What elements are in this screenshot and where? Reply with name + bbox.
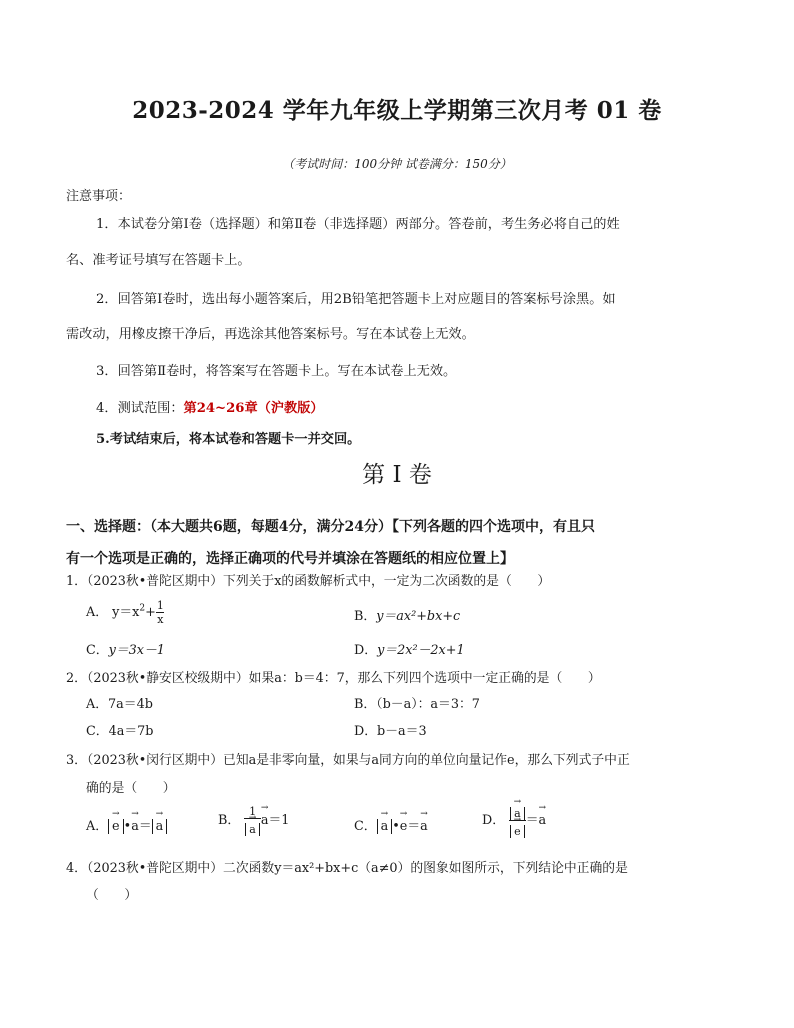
section-head-line-2: 有一个选项是正确的，选择正确项的代号并填涂在答题纸的相应位置上】 (66, 551, 514, 567)
section-head-line-1 (66, 516, 595, 536)
note-item-1-line-2: 名、准考证号填写在答题卡上。 (66, 253, 251, 268)
q3-option-b (218, 806, 289, 835)
q3-a-abs-a (152, 819, 168, 834)
q1-d-label: D． (354, 643, 378, 658)
note-item-2-line-2: 需改动，用橡皮擦干净后，再选涂其他答案标号。写在本试卷上无效。 (66, 327, 475, 342)
q3-b-frac-den (244, 818, 261, 835)
q3-d-vec-e: → e (514, 822, 521, 837)
q1-a-expr: y＝x (112, 605, 140, 620)
q3-c-vec-a2: → a (420, 815, 428, 834)
q3-option-a (86, 815, 167, 834)
section-head-bracket: 【下列各题的四个选项中，有且只 (391, 519, 595, 535)
q3-c-label: C． (354, 819, 377, 834)
q3-option-c (354, 815, 428, 834)
q3-b-eq: ＝ (268, 813, 282, 828)
notes-heading: 注意事项： (66, 189, 132, 204)
q3-d-abs-e (510, 825, 525, 838)
q4-stem-line-1: 4．（2023秋•普陀区期中）二次函数y＝ax²+bx+c（a≠0）的图象如图所示，下列结论中正确的是 (66, 861, 628, 876)
q3-b-vec-a: → a (249, 820, 256, 835)
q1-a-frac-num: 1 (156, 599, 164, 612)
q3-a-label: A． (86, 819, 109, 834)
q3-stem-line-2: 确的是（ ） (86, 781, 176, 796)
note-item-4 (96, 397, 324, 416)
q3-d-eq: ＝ (525, 813, 539, 828)
q3-option-d (482, 804, 546, 837)
q3-b-fraction (244, 806, 261, 835)
q3-b-abs-a (245, 823, 260, 836)
q3-d-vec-a2: → a (539, 809, 547, 828)
q1-a-fraction (156, 600, 165, 625)
q3-a-dot: • (123, 819, 132, 834)
q3-c-eq: ＝ (407, 819, 421, 834)
q3-stem-line-1: 3．（2023秋•闵行区期中）已知a是非零向量，如果与a同方向的单位向量记作e，那么下列式子中正 (66, 753, 630, 768)
q3-d-frac-den (509, 820, 526, 837)
q3-c-vec-a: → a (381, 815, 389, 834)
q1-b-expr: y＝ax²+bx+c (376, 609, 461, 624)
section-head-prefix: 一、选择题：（本大题共6题，每题4分，满分24分） (66, 519, 392, 535)
q3-d-vec-a: → a (514, 804, 521, 819)
q2-option-a: A．7a＝4b (86, 697, 153, 712)
q2-option-b: B．（b－a）：a＝3：7 (354, 697, 480, 712)
note-item-4-prefix: 4．测试范围： (96, 401, 184, 416)
q3-a-vec-a: → a (131, 815, 139, 834)
q1-option-a (86, 600, 165, 625)
q1-c-expr: y＝3x－1 (108, 643, 165, 658)
note-item-1-line-1: 1．本试卷分第Ⅰ卷（选择题）和第Ⅱ卷（非选择题）两部分。答卷前，考生务必将自己的姓 (96, 217, 620, 232)
q1-a-exp: 2 (139, 603, 146, 614)
q3-a-vec-e: → e (112, 815, 120, 834)
q1-option-c (86, 639, 165, 658)
q3-c-dot: • (392, 819, 400, 834)
note-item-3: 3．回答第Ⅱ卷时，将答案写在答题卡上。写在本试卷上无效。 (96, 364, 457, 379)
q3-a-vec-a2: → a (156, 815, 164, 834)
page-title: 2023-2024 学年九年级上学期第三次月考 01 卷 (132, 97, 662, 124)
section-title: 第 I 卷 (362, 462, 432, 488)
q3-b-frac-num: 1 (249, 805, 257, 818)
q3-a-abs-e (108, 819, 124, 834)
exam-info: （考试时间：100分钟 试卷满分：150分） (282, 157, 512, 171)
q2-option-d: D．b－a＝3 (354, 724, 427, 739)
q1-a-label: A． (86, 605, 109, 620)
q1-d-expr: y＝2x²－2x+1 (377, 643, 465, 658)
q3-a-eq: ＝ (138, 819, 152, 834)
q2-stem: 2．（2023秋•静安区校级期中）如果a：b＝4：7，那么下列四个选项中一定正确的是（ ） (66, 671, 601, 686)
q4-stem-line-2: （ ） (86, 888, 138, 903)
q3-d-label: D． (482, 813, 506, 828)
q3-b-vec-a2: → a (261, 809, 269, 828)
q3-d-fraction (509, 804, 526, 837)
note-item-2-line-1: 2．回答第Ⅰ卷时，选出每小题答案后，用2B铅笔把答题卡上对应题目的答案标号涂黑。如 (96, 292, 616, 307)
q1-b-label: B． (354, 609, 377, 624)
q1-a-plus: + (145, 605, 156, 620)
q1-option-d (354, 639, 465, 658)
q1-stem: 1．（2023秋•普陀区期中）下列关于x的函数解析式中，一定为二次函数的是（ ） (66, 574, 551, 589)
note-item-5: 5.考试结束后，将本试卷和答题卡一并交回。 (96, 432, 361, 447)
q3-c-abs-a (377, 819, 393, 834)
q2-option-c: C．4a＝7b (86, 724, 154, 739)
q3-c-vec-e: → e (400, 815, 408, 834)
q3-b-label: B． (218, 813, 241, 828)
q1-c-label: C． (86, 643, 109, 658)
note-item-4-range: 第24~26章（沪教版） (183, 401, 324, 416)
q3-b-one: 1 (281, 813, 290, 828)
q1-a-frac-den: x (157, 613, 164, 626)
q1-option-b (354, 605, 460, 624)
